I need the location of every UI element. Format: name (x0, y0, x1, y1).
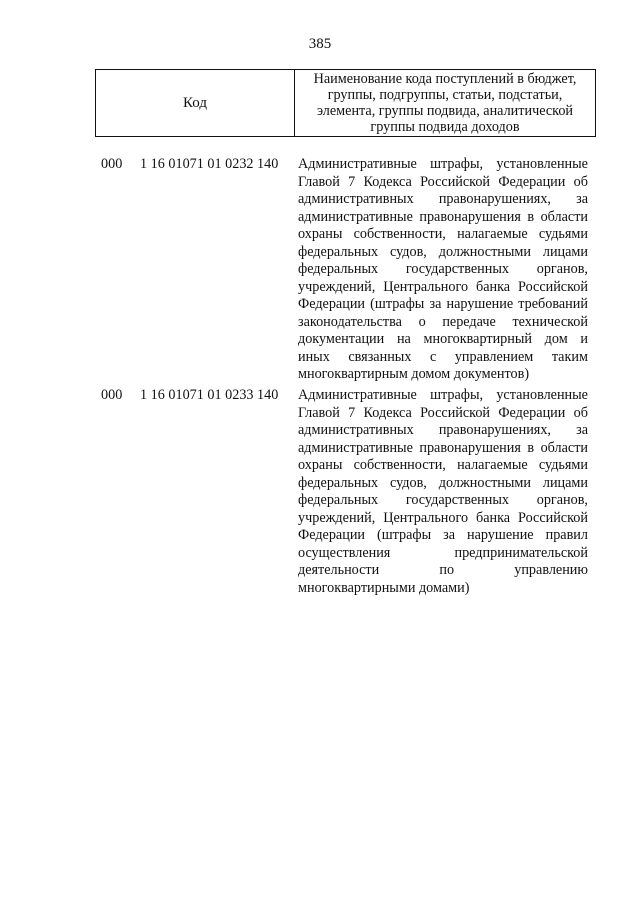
description-word: федеральных (298, 492, 379, 508)
description-word: управлением (454, 348, 534, 365)
description-word: Административные (298, 387, 417, 403)
description-word: банка (476, 278, 511, 295)
description-word: должностными (438, 243, 531, 260)
description-line (298, 279, 588, 297)
description-word: правил (545, 527, 588, 543)
admin-code: 000 (101, 387, 123, 403)
description-line (298, 422, 588, 440)
description-line (298, 174, 588, 192)
entry-description (298, 156, 588, 384)
description-word: административные (298, 208, 413, 225)
description-word: Центрального (383, 509, 469, 526)
description-word: охраны (298, 457, 343, 473)
description-word: штрафы, (430, 156, 484, 172)
description-line (298, 349, 588, 367)
description-word: требований (518, 296, 588, 312)
description-word: государственных (405, 492, 509, 508)
table-header (95, 69, 596, 137)
description-word: правонарушения (419, 208, 521, 225)
description-word: правонарушения (419, 439, 521, 456)
description-line (298, 156, 588, 174)
description-word: (штрафы (377, 527, 432, 543)
description-word: 7 (348, 404, 356, 421)
description-word: законодательства (298, 313, 402, 330)
description-word: судов, (389, 474, 427, 491)
description-word: Главой (298, 173, 340, 190)
description-line (298, 314, 588, 332)
description-word: лицами (542, 243, 588, 260)
description-word: дом (544, 331, 568, 347)
description-line (298, 562, 588, 580)
description-word: установленные (496, 156, 588, 172)
description-word: органов, (536, 261, 588, 277)
description-word: на (396, 331, 411, 347)
description-word: должностными (438, 474, 531, 491)
description-word: за (576, 422, 588, 438)
description-word: Российской (518, 509, 588, 526)
description-line-last: многоквартирным домом документов) (298, 366, 530, 382)
description-word: административных (298, 191, 414, 207)
description-word: 7 (348, 173, 356, 190)
description-word: Федерации (498, 173, 566, 190)
description-word: налагаемые (457, 457, 528, 473)
description-word: административных (298, 422, 414, 438)
description-line-last: многоквартирными домами) (298, 579, 470, 596)
description-word: судьями (538, 457, 588, 473)
description-line (298, 440, 588, 458)
description-word: предпринимательской (454, 544, 588, 561)
description-word: за (443, 527, 456, 543)
description-word: установленные (496, 387, 588, 403)
description-word: Административные (298, 156, 417, 172)
description-word: федеральных (298, 243, 379, 260)
description-word: судьями (538, 226, 588, 242)
description-word: об (573, 404, 588, 421)
description-word: с (429, 348, 437, 365)
description-word: учреждений, (298, 278, 376, 295)
description-line (298, 527, 588, 545)
description-word: области (540, 439, 588, 456)
description-word: Федерации (298, 527, 366, 543)
header-name-cell (295, 70, 595, 136)
description-word: собственности, (353, 457, 446, 473)
description-word: государственных (405, 261, 509, 277)
description-line (298, 209, 588, 227)
description-word: по (439, 562, 455, 578)
description-word: и (580, 331, 588, 347)
description-line (298, 296, 588, 314)
income-code: 1 16 01071 01 0233 140 (140, 387, 279, 403)
description-word: собственности, (353, 226, 446, 242)
description-word: правонарушениях, (438, 422, 551, 438)
description-word: иных (298, 348, 330, 365)
header-name-line: группы подвида доходов (370, 119, 520, 135)
description-word: охраны (298, 226, 343, 242)
description-word: Федерации (298, 296, 366, 312)
description-word: банка (476, 509, 511, 526)
description-word: налагаемые (457, 226, 528, 242)
description-word: Кодекса (363, 404, 412, 421)
description-word: Центрального (383, 278, 469, 295)
description-word: связанных (348, 348, 412, 365)
description-word: передаче (442, 313, 496, 330)
header-name-line: элемента, группы подвида, аналитической (316, 103, 574, 119)
description-word: нарушение (467, 527, 534, 543)
description-word: осуществления (298, 544, 391, 561)
description-line (298, 545, 588, 563)
description-word: Главой (298, 404, 340, 421)
description-word: таким (551, 348, 588, 365)
description-line (298, 457, 588, 475)
description-word: лицами (542, 474, 588, 491)
description-word: в (527, 439, 535, 456)
page-number: 385 (308, 36, 332, 52)
description-word: многоквартирный (423, 331, 532, 347)
description-word: за (576, 191, 588, 207)
description-word: административные (298, 439, 413, 456)
description-word: документации (298, 331, 385, 347)
description-word: о (418, 313, 426, 330)
description-word: судов, (389, 243, 427, 260)
description-line (298, 492, 588, 510)
description-word: правонарушениях, (438, 191, 551, 207)
description-line (298, 405, 588, 423)
description-line (298, 387, 588, 405)
description-word: об (573, 173, 588, 190)
description-word: Российской (420, 404, 491, 421)
description-word: управлению (514, 562, 588, 578)
description-line (298, 244, 588, 262)
income-code: 1 16 01071 01 0232 140 (140, 156, 279, 172)
description-word: федеральных (298, 474, 379, 491)
header-name-line: группы, подгруппы, статьи, подстатьи, (327, 87, 563, 103)
description-word: области (540, 208, 588, 225)
description-line (298, 475, 588, 493)
description-word: учреждений, (298, 509, 376, 526)
description-word: нарушение (446, 296, 514, 312)
description-word: Российской (420, 173, 491, 190)
description-word: деятельности (298, 562, 380, 578)
description-line (298, 510, 588, 528)
description-line (298, 261, 588, 279)
description-word: (штрафы (370, 296, 425, 312)
description-word: за (429, 296, 442, 312)
description-word: органов, (536, 492, 588, 508)
entry-description (298, 387, 588, 597)
description-word: в (527, 208, 535, 225)
header-code-cell: Код (96, 70, 295, 136)
header-name-line: Наименование кода поступлений в бюджет, (313, 71, 577, 87)
description-line (298, 191, 588, 209)
description-word: технической (512, 313, 588, 330)
description-line (298, 226, 588, 244)
admin-code: 000 (101, 156, 123, 172)
description-word: Российской (518, 278, 588, 295)
description-word: штрафы, (430, 387, 484, 403)
description-line (298, 331, 588, 349)
description-word: федеральных (298, 261, 379, 277)
description-word: Кодекса (363, 173, 412, 190)
description-word: Федерации (498, 404, 566, 421)
